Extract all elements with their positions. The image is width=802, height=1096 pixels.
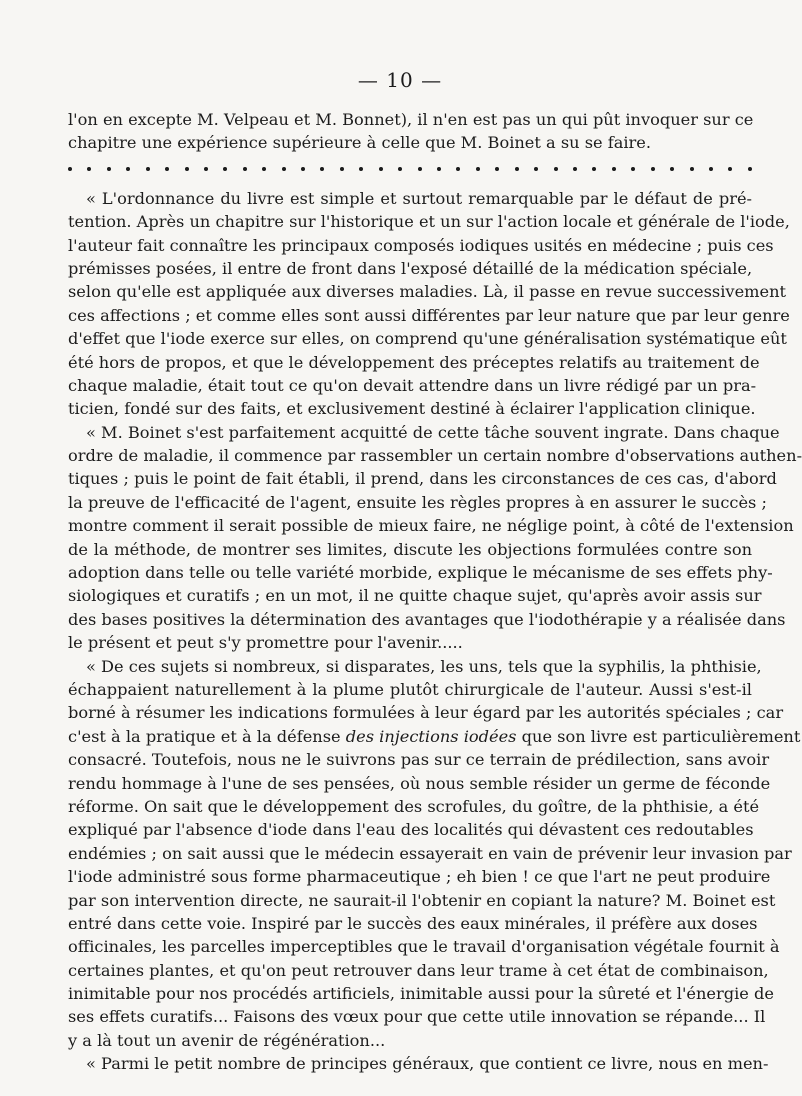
text-line: réforme. On sait que le développement des scrofules, du goître, de la phthisie, a été <box>68 796 760 816</box>
text-line: le présent et peut s'y promettre pour l'avenir..... <box>68 633 463 653</box>
text-line: entré dans cette voie. Inspiré par le succès des eaux minérales, il préfère aux doses <box>68 913 758 933</box>
text-line: « M. Boinet s'est parfaitement acquitté de cette tâche souvent ingrate. Dans chaque <box>86 422 780 442</box>
text-line: « L'ordonnance du livre est simple et surtout remarquable par le défaut de pré- <box>86 188 752 208</box>
text-line: chaque maladie, était tout ce qu'on devait attendre dans un livre rédigé par un pra- <box>68 375 757 395</box>
italic-phrase: des injections iodées <box>345 726 517 746</box>
text-line: officinales, les parcelles imperceptibles que le travail d'organisation végétale fournit à <box>68 937 780 957</box>
text-line: rendu hommage à l'une de ses pensées, où nous semble résider un germe de féconde <box>68 773 771 793</box>
text-line: ticien, fondé sur des faits, et exclusivement destiné à éclairer l'application clinique. <box>68 399 756 419</box>
text-line: échappaient naturellement à la plume plutôt chirurgicale de l'auteur. Aussi s'est-il <box>68 679 752 699</box>
text-line: ces affections ; et comme elles sont aussi différentes par leur nature que par leur genre <box>68 305 790 325</box>
text-line: tiques ; puis le point de fait établi, il prend, dans les circonstances de ces cas, d'abord <box>68 469 777 489</box>
text-line: l'iode administré sous forme pharmaceutique ; eh bien ! ce que l'art ne peut produire <box>68 867 771 887</box>
text-line: des bases positives la détermination des avantages que l'iodothérapie y a réalisée dans <box>68 609 786 629</box>
text-line: montre comment il serait possible de mieux faire, ne néglige point, à côté de l'extension <box>68 516 794 536</box>
text-line: expliqué par l'absence d'iode dans l'eau des localités qui dévastent ces redoutables <box>68 820 754 840</box>
text-line: borné à résumer les indications formulées à leur égard par les autorités spéciales ; car <box>68 703 784 723</box>
text-line: « De ces sujets si nombreux, si disparates, les uns, tels que la syphilis, la phthisie, <box>86 656 762 676</box>
text-line: par son intervention directe, ne saurait-il l'obtenir en copiant la nature? M. Boinet est <box>68 890 776 910</box>
text-line: « Parmi le petit nombre de principes généraux, que contient ce livre, nous en men- <box>86 1054 769 1074</box>
text-line: ordre de maladie, il commence par rassembler un certain nombre d'observations authen- <box>68 446 802 466</box>
text-line: été hors de propos, et que le développement des préceptes relatifs au traitement de <box>68 352 760 372</box>
text-line: consacré. Toutefois, nous ne le suivrons pas sur ce terrain de prédilection, sans avoir <box>68 750 770 770</box>
text-line: d'effet que l'iode exerce sur elles, on comprend qu'une généralisation systématique eût <box>68 329 787 349</box>
text-line: selon qu'elle est appliquée aux diverses maladies. Là, il passe en revue successivement <box>68 282 787 302</box>
text-line: certaines plantes, et qu'on peut retrouver dans leur trame à cet état de combinaison, <box>68 960 769 980</box>
text-line: l'on en excepte M. Velpeau et M. Bonnet), il n'en est pas un qui pût invoquer sur ce <box>68 110 754 129</box>
text-line: chapitre une expérience supérieure à celle que M. Boinet a su se faire. <box>68 133 652 153</box>
text-line: inimitable pour nos procédés artificiels, inimitable aussi pour la sûreté et l'énergie de <box>68 984 774 1004</box>
text-line: tention. Après un chapitre sur l'historique et un sur l'action locale et générale de l'iode, <box>68 212 790 232</box>
page-number: — 10 — <box>357 68 443 92</box>
text-line: ses effets curatifs... Faisons des vœux pour que cette utile innovation se répande... Il <box>68 1007 766 1027</box>
text-line: de la méthode, de montrer ses limites, discute les objections formulées contre son <box>68 539 752 559</box>
text-span: c'est à la pratique et à la défense <box>68 726 341 746</box>
text-line: endémies ; on sait aussi que le médecin essayerait en vain de prévenir leur invasion par <box>68 843 792 863</box>
text-span: que son livre est particulièrement <box>521 726 801 746</box>
text-line: prémisses posées, il entre de front dans l'exposé détaillé de la médication spéciale, <box>68 258 753 278</box>
text-line: adoption dans telle ou telle variété morbide, explique le mécanisme de ses effets phy- <box>68 563 773 583</box>
text-line: l'auteur fait connaître les principaux composés iodiques usités en médecine ; puis ces <box>68 235 774 255</box>
text-line-with-italic <box>68 725 801 748</box>
ellipsis-dot-row <box>68 155 752 187</box>
text-line: y a là tout un avenir de régénération... <box>68 1030 386 1050</box>
text-line: la preuve de l'efficacité de l'agent, ensuite les règles propres à en assurer le succès ; <box>68 492 767 512</box>
page-body <box>68 108 802 1076</box>
text-line: siologiques et curatifs ; en un mot, il ne quitte chaque sujet, qu'après avoir assis sur <box>68 586 762 606</box>
